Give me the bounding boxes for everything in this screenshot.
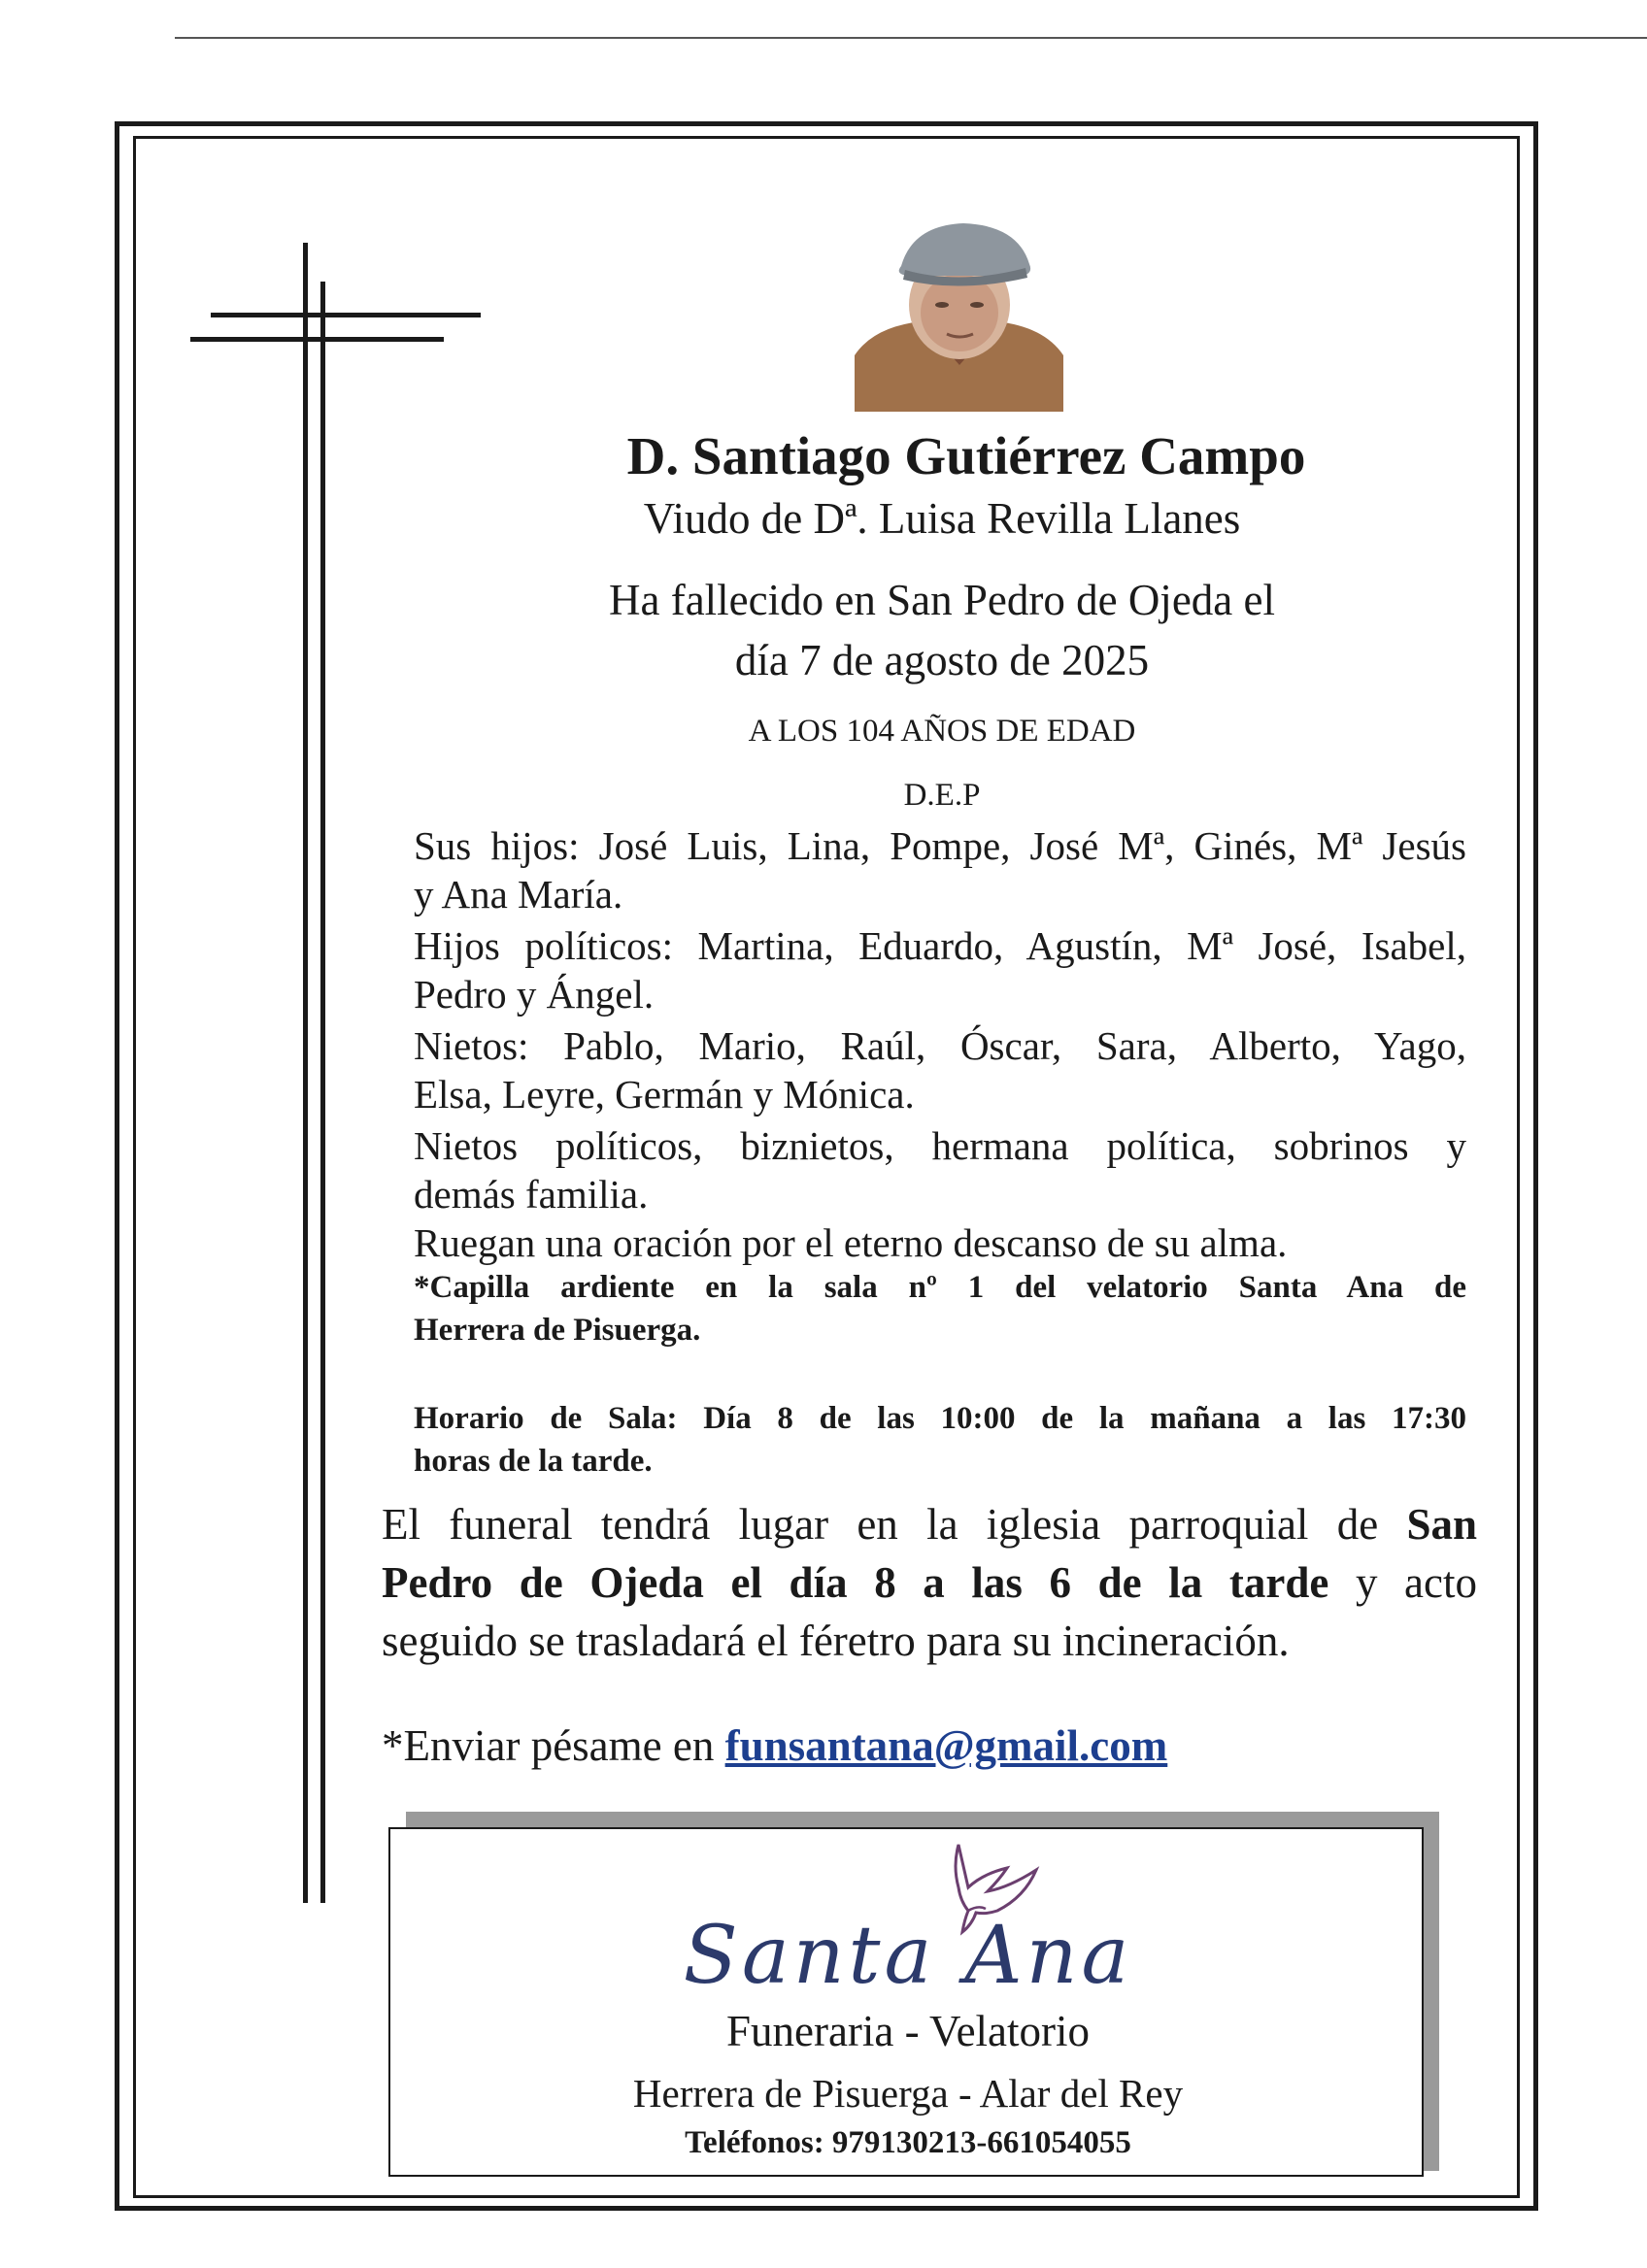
portrait-photo	[855, 219, 1063, 412]
funeral-home-box	[388, 1827, 1424, 2177]
condolence-line: *Enviar pésame en funsantana@gmail.com	[382, 1721, 1168, 1770]
funeral-home-locations: Herrera de Pisuerga - Alar del Rey	[632, 2071, 1184, 2116]
hours-line: horas de la tarde.	[414, 1444, 653, 1479]
logo-wordmark: Santa Ana	[683, 1910, 1133, 2002]
funeral-line: El funeral tendrá lugar en la iglesia parroquial de San	[382, 1500, 1477, 1549]
family-line: Sus hijos: José Luis, Lina, Pompe, José Mª, Ginés, Mª Jesús	[414, 823, 1466, 868]
family-line: Nietos políticos, biznietos, hermana política, sobrinos y	[414, 1123, 1466, 1168]
funeral-line: seguido se trasladará el féretro para su incineración.	[382, 1617, 1290, 1665]
family-line: Nietos: Pablo, Mario, Raúl, Óscar, Sara, Alberto, Yago,	[414, 1023, 1466, 1068]
funeral-home-type: Funeraria - Velatorio	[725, 2007, 1091, 2055]
condolence-email-link[interactable]: funsantana@gmail.com	[724, 1721, 1168, 1770]
death-date: día 7 de agosto de 2025	[734, 636, 1150, 684]
rip-line: D.E.P	[903, 778, 981, 813]
chapel-line: Herrera de Pisuerga.	[414, 1313, 701, 1348]
family-line: Pedro y Ángel.	[414, 972, 655, 1017]
family-line: Hijos políticos: Martina, Eduardo, Agustín, Mª José, Isabel,	[414, 923, 1466, 968]
death-place: Ha fallecido en San Pedro de Ojeda el	[609, 576, 1275, 624]
funeral-home-phones: Teléfonos: 979130213-661054055	[685, 2125, 1131, 2160]
prayer-line: Ruegan una oración por el eterno descanso de su alma.	[414, 1220, 1288, 1265]
widow-of: Viudo de Dª. Luisa Revilla Llanes	[643, 494, 1241, 543]
family-line: Elsa, Leyre, Germán y Mónica.	[414, 1072, 915, 1117]
hours-line: Horario de Sala: Día 8 de las 10:00 de la mañana a las 17:30	[414, 1401, 1466, 1436]
age-line: A LOS 104 AÑOS DE EDAD	[748, 714, 1136, 749]
family-line: demás familia.	[414, 1172, 649, 1217]
funeral-line: Pedro de Ojeda el día 8 a las 6 de la tarde y acto	[382, 1558, 1477, 1607]
logo-shadow	[1424, 1812, 1439, 2171]
chapel-line: *Capilla ardiente en la sala nº 1 del velatorio Santa Ana de	[414, 1270, 1466, 1305]
family-line: y Ana María.	[414, 872, 623, 917]
scan-edge-line	[175, 37, 1647, 39]
deceased-name: D. Santiago Gutiérrez Campo	[626, 426, 1306, 485]
